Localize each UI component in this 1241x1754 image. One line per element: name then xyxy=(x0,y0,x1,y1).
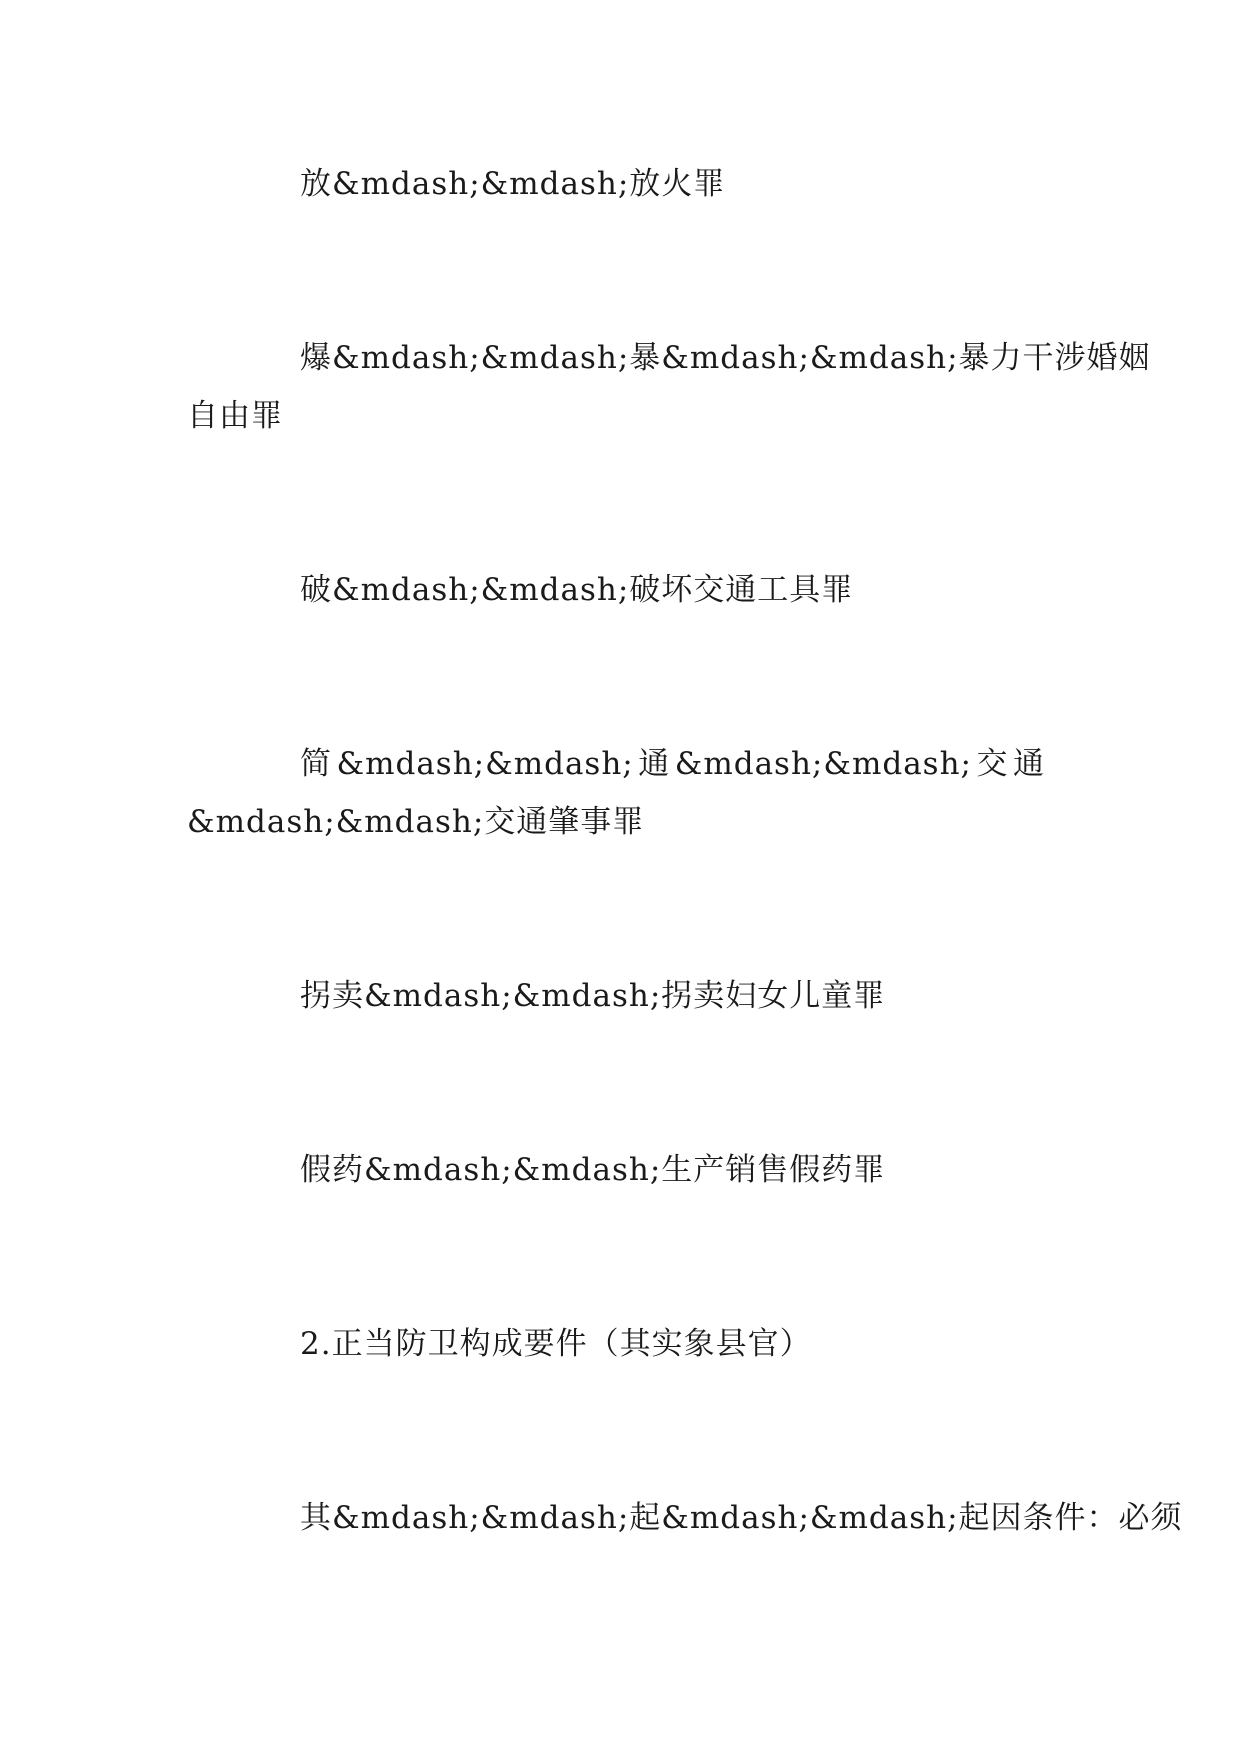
text-segment: &mdash;&mdash; xyxy=(336,746,634,782)
text-segment: &mdash;&mdash; xyxy=(674,746,973,782)
paragraph-line: 自由罪 xyxy=(187,398,283,434)
paragraph-line: 爆&mdash;&mdash;暴&mdash;&mdash;暴力干涉婚姻 xyxy=(300,340,1151,376)
text-segment: 通 xyxy=(1012,746,1045,782)
paragraph-line: 放&mdash;&mdash;放火罪 xyxy=(300,166,726,202)
paragraph-line: &mdash;&mdash;交通肇事罪 xyxy=(187,804,645,840)
paragraph-line: 2.正当防卫构成要件（其实象县官） xyxy=(300,1326,812,1362)
text-segment: 简 xyxy=(300,746,332,782)
paragraph-line: 破&mdash;&mdash;破坏交通工具罪 xyxy=(300,572,854,608)
paragraph-line: 拐卖&mdash;&mdash;拐卖妇女儿童罪 xyxy=(300,978,886,1014)
justified-line xyxy=(300,744,1045,784)
paragraph-line: 其&mdash;&mdash;起&mdash;&mdash;起因条件：必须 xyxy=(300,1500,1183,1536)
text-segment: 通 xyxy=(638,746,671,782)
paragraph-line: 假药&mdash;&mdash;生产销售假药罪 xyxy=(300,1152,886,1188)
text-segment: 交 xyxy=(976,746,1009,782)
